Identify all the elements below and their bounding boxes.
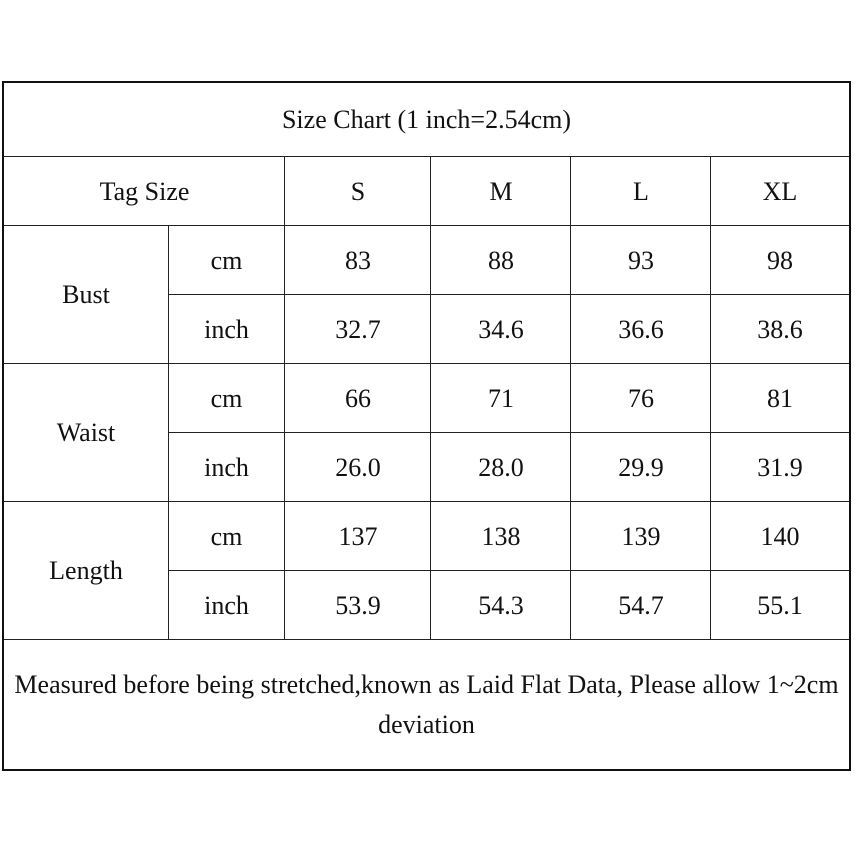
table-cell: 138 <box>481 521 521 551</box>
table-cell: 31.9 <box>757 452 803 482</box>
table-cell: 88 <box>488 245 514 275</box>
grid-line <box>4 225 849 226</box>
footer-note: Measured before being stretched,known as Laid Flat Data, Please allow 1~2cm deviation <box>14 669 839 739</box>
table-cell: 139 <box>621 521 661 551</box>
table-cell: 53.9 <box>335 590 381 620</box>
grid-line <box>4 501 849 502</box>
group-label-waist: Waist <box>56 418 116 447</box>
table-cell: 98 <box>767 245 793 275</box>
table-cell: 54.3 <box>478 590 524 620</box>
grid-line <box>4 363 849 364</box>
grid-line <box>4 156 849 157</box>
table-cell: 38.6 <box>757 314 803 344</box>
unit-label: inch <box>204 590 249 620</box>
unit-label: cm <box>210 383 243 413</box>
grid-line <box>710 156 711 640</box>
grid-line <box>284 156 285 640</box>
grid-line <box>168 225 169 640</box>
unit-label: cm <box>210 245 243 275</box>
table-cell: 32.7 <box>335 314 381 344</box>
grid-line <box>430 156 431 640</box>
group-label-bust: Bust <box>62 280 110 309</box>
table-cell: 137 <box>338 521 378 551</box>
grid-line <box>570 156 571 640</box>
unit-label: cm <box>210 521 243 551</box>
grid-line <box>168 570 849 571</box>
table-cell: 55.1 <box>757 590 803 620</box>
grid-line <box>168 294 849 295</box>
table-cell: 54.7 <box>618 590 664 620</box>
table-cell: 140 <box>760 521 800 551</box>
table-cell: 93 <box>628 245 654 275</box>
unit-label: inch <box>204 314 249 344</box>
table-cell: 76 <box>628 383 654 413</box>
table-title: Size Chart (1 inch=2.54cm) <box>281 105 572 134</box>
table-cell: 66 <box>345 383 371 413</box>
tag-size-header: Tag Size <box>99 176 190 206</box>
grid-line <box>168 432 849 433</box>
table-cell: 81 <box>767 383 793 413</box>
table-cell: 28.0 <box>478 452 524 482</box>
unit-label: inch <box>204 452 249 482</box>
table-cell: 71 <box>488 383 514 413</box>
size-header-l: L <box>633 176 649 206</box>
table-cell: 34.6 <box>478 314 524 344</box>
table-cell: 36.6 <box>618 314 664 344</box>
table-cell: 83 <box>345 245 371 275</box>
size-chart-table <box>2 81 851 771</box>
table-cell: 26.0 <box>335 452 381 482</box>
group-label-length: Length <box>49 556 123 585</box>
table-cell: 29.9 <box>618 452 664 482</box>
size-header-xl: XL <box>762 176 798 206</box>
grid-line <box>4 639 849 640</box>
size-header-m: M <box>489 176 513 206</box>
size-header-s: S <box>350 176 366 206</box>
